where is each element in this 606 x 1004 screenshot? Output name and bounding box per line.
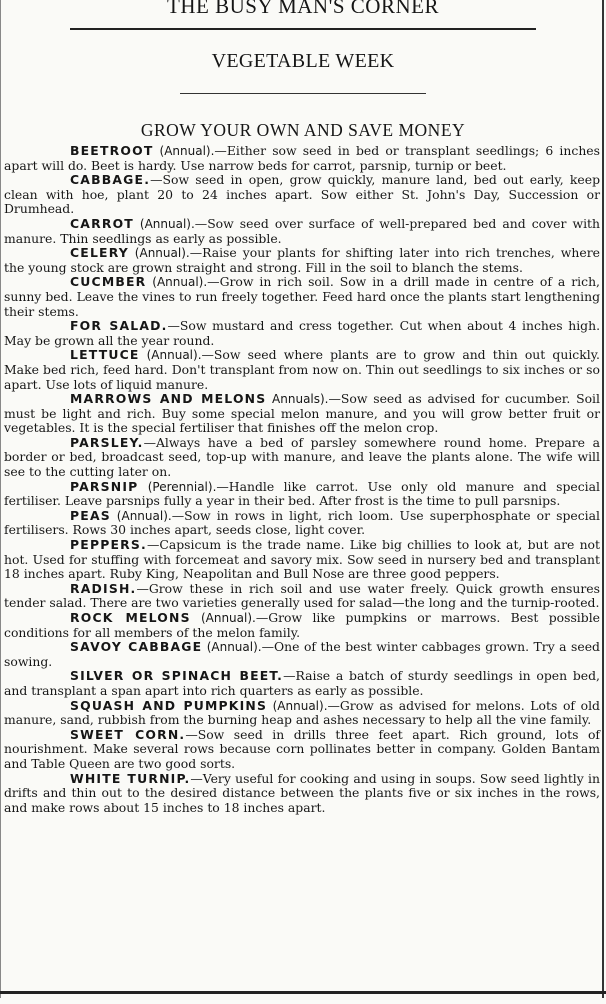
vegetable-entry [4, 348, 600, 392]
vegetable-entry [4, 538, 600, 582]
vegetable-entry [4, 144, 600, 173]
vegetable-advice: —Always have a bed of parsley somewhere round home. Prepare a border or bed, broadcast seed, top-up with manure, and leave the plants alone. The wife will see to the cutting later on. [4, 434, 600, 480]
headline: GROW YOUR OWN AND SAVE MONEY [140, 120, 466, 140]
vegetable-name: PARSLEY. [70, 434, 144, 450]
vegetable-name: ROCK MELONS [70, 610, 191, 625]
vegetable-advice: —Either sow seed in bed or transplant seedlings; 6 inches apart will do. Beet is hardy. Use narrow beds for carrot, parsnip, turnip or beet. [4, 143, 600, 173]
vegetable-qualifier: Annuals). [266, 392, 329, 407]
vegetable-name: SILVER OR SPINACH BEET. [70, 668, 284, 684]
vegetable-advice: —Sow in rows in light, rich loom. Use superphosphate or special fertilisers. Rows 30 inches apart, seeds close, light cover. [4, 507, 600, 538]
vegetable-advice: —Grow as advised for melons. Lots of old manure, sand, rubbish from the burning heap and ashes necessary to help all the vine family. [4, 697, 600, 728]
vegetable-entry [4, 480, 600, 509]
vegetable-name: CUCMBER [70, 274, 147, 290]
vegetable-advice: —Sow seed in drills three feet apart. Rich ground, lots of nourishment. Make several rows because corn pollinates better in company. Golden Bantam and Table Queen are two good sorts. [4, 726, 601, 771]
vegetable-qualifier: (Annual). [146, 275, 208, 290]
vegetable-qualifier: (Annual). [139, 348, 202, 363]
vegetable-advice: —One of the best winter cabbages grown. Try a seed sowing. [4, 639, 600, 669]
vegetable-advice: —Grow these in rich soil and use water freely. Quick growth ensures tender salad. There are two varieties generally used for salad—the long and the turnip-rooted. [4, 580, 600, 611]
vegetable-advice: —Sow mustard and cress together. Cut when about 4 inches high. May be grown all the year round. [4, 318, 601, 348]
page-border-right [602, 0, 604, 998]
week-title: VEGETABLE WEEK [211, 50, 395, 72]
vegetable-advice: —Sow seed over surface of well-prepared bed and cover with manure. Thin seedlings as early as possible. [4, 215, 600, 246]
vegetable-name: FOR SALAD. [70, 318, 168, 334]
vegetable-entry [4, 436, 600, 480]
vegetable-name: CELERY [70, 245, 129, 261]
vegetable-name: SQUASH AND PUMPKINS [70, 697, 268, 713]
vegetable-qualifier: (Annual). [267, 698, 328, 713]
vegetable-advice: —Grow in rich soil. Sow in a drill made in centre of a rich, sunny bed. Leave the vines to run freely together. Feed hard once the plants start lengthening their stems. [4, 274, 600, 319]
vegetable-entries [4, 144, 600, 815]
vegetable-entry [4, 173, 600, 217]
vegetable-qualifier: (Annual). [190, 611, 256, 625]
vegetable-name: CABBAGE. [70, 172, 151, 188]
vegetable-advice: —Very useful for cooking and using in soups. Sow seed lightly in drifts and thin out to the desired distance between the plants five or six inches in the rows, and make rows about 15 inches to 18 inches apart. [4, 770, 600, 815]
page-border-bottom [0, 991, 606, 994]
vegetable-name: SAVOY CABBAGE [70, 639, 203, 655]
vegetable-entry [4, 611, 600, 640]
vegetable-entry [4, 246, 600, 275]
vegetable-qualifier: (Annual). [110, 508, 172, 523]
vegetable-entry [4, 772, 600, 816]
vegetable-qualifier: (Annual). [202, 640, 262, 655]
vegetable-entry [4, 275, 600, 319]
vegetable-name: RADISH. [70, 580, 137, 596]
vegetable-entry [4, 699, 600, 728]
vegetable-qualifier: (Annual). [128, 246, 190, 261]
vegetable-entry [4, 640, 600, 669]
vegetable-name: BEETROOT [70, 143, 154, 158]
vegetable-name: WHITE TURNIP. [70, 770, 191, 786]
vegetable-advice: —Raise your plants for shifting later into rich trenches, where the young stock are grown straight and strong. Fill in the soil to blanch the stems. [4, 245, 600, 275]
vegetable-name: PARSNIP [70, 478, 139, 494]
vegetable-qualifier: (Annual). [133, 216, 195, 231]
vegetable-advice: —Sow seed where plants are to grow and thin out quickly. Make bed rich, feed hard. Don't transplant from now on. Thin out seedlings to six inches or so apart. Use lots of liquid manure. [4, 347, 600, 392]
vegetable-advice: —Sow seed in open, grow quickly, manure land, bed out early, keep clean with hoe, plant 20 to 24 inches apart. Sow either St. John's Day, Succession or Drumhead. [4, 172, 600, 217]
vegetable-name: PEAS [70, 507, 111, 523]
vegetable-name: MARROWS AND MELONS [70, 391, 267, 407]
title-rule [180, 93, 426, 94]
vegetable-entry [4, 319, 600, 348]
vegetable-entry [4, 392, 600, 436]
vegetable-name: SWEET CORN. [70, 726, 186, 742]
vegetable-advice: —Sow seed as advised for cucumber. Soil must be light and rich. Buy some special melon manure, and you will grow better fruit or vegetables. It is the special fertiliser that finishes off the melon crop. [4, 391, 600, 436]
vegetable-entry [4, 669, 600, 698]
masthead: THE BUSY MAN'S CORNER [167, 0, 439, 18]
vegetable-advice: —Raise a batch of sturdy seedlings in open bed, and transplant a span apart into rich quarters as early as possible. [4, 668, 600, 698]
vegetable-advice: —Handle like carrot. Use only old manure and special fertiliser. Leave parsnips fully a year in their bed. After frost is the time to pull parsnips. [4, 478, 600, 509]
vegetable-entry [4, 509, 600, 538]
vegetable-name: LETTUCE [70, 347, 140, 363]
masthead-rule [70, 28, 536, 30]
vegetable-name: CARROT [70, 215, 134, 231]
vegetable-qualifier: (Perennial). [138, 479, 217, 494]
vegetable-entry [4, 728, 600, 772]
vegetable-name: PEPPERS. [70, 537, 147, 553]
vegetable-advice: —Capsicum is the trade name. Like big chillies to look at, but are not hot. Used for stuffing with forcemeat and savory mix. Sow seed in nursery bed and transplant 18 inches apart. Ruby King, Neapolitan and Bull Nose are three good peppers. [4, 537, 600, 582]
vegetable-entry [4, 582, 600, 611]
vegetable-advice: —Grow like pumpkins or marrows. Best possible conditions for all members of the melon family. [4, 610, 600, 640]
vegetable-qualifier: (Annual). [153, 144, 215, 158]
page-border-left [0, 0, 1, 998]
vegetable-entry [4, 217, 600, 246]
